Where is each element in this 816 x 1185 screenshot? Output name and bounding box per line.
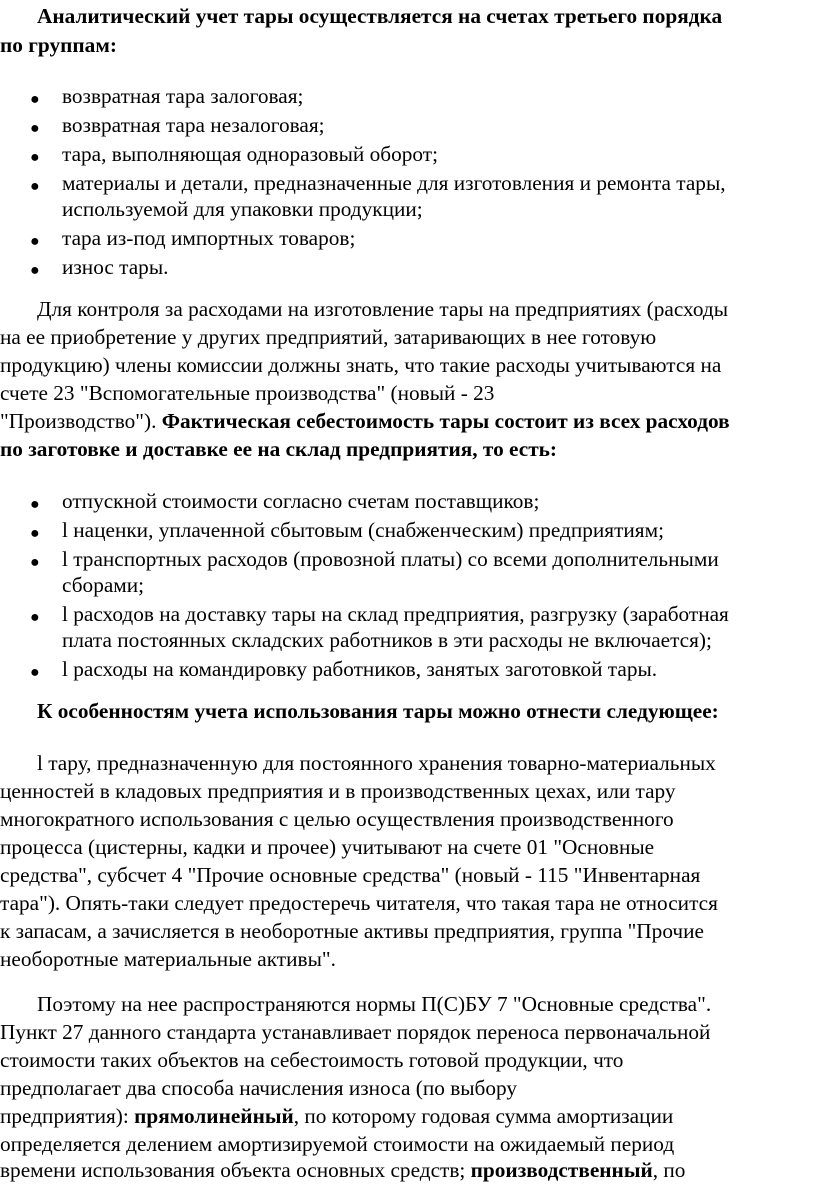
bullet-icon: ● — [30, 554, 40, 571]
list-item: тара, выполняющая одноразовый оборот; — [62, 142, 439, 166]
paragraph-line: Пункт 27 данного стандарта устанавливает порядок переноса первоначальной — [0, 1020, 711, 1044]
bullet-icon: ● — [30, 525, 40, 542]
list-item: l наценки, уплаченной сбытовым (снабженческим) предприятиям; — [62, 518, 664, 542]
list-item: возвратная тара залоговая; — [62, 84, 304, 108]
bullet-icon: ● — [30, 609, 40, 626]
paragraph-line: счете 23 "Вспомогательные производства" (новый - 23 — [0, 381, 495, 405]
bullet-icon: ● — [30, 178, 40, 195]
paragraph-line: многократного использования с целью осуществления производственного — [0, 807, 674, 831]
list-item: возвратная тара незалоговая; — [62, 113, 325, 137]
bullet-icon: ● — [30, 664, 40, 681]
list-item: l расходов на доставку тары на склад предприятия, разгрузку (заработная — [62, 602, 729, 626]
paragraph-line: по заготовке и доставке ее на склад предприятия, то есть: — [0, 437, 558, 461]
list-item: тара из-под импортных товаров; — [62, 226, 356, 250]
paragraph-line: l тару, предназначенную для постоянного хранения товарно-материальных — [37, 751, 716, 775]
paragraph-line: к запасам, а зачисляется в необоротные активы предприятия, группа "Прочие — [0, 919, 704, 943]
paragraph-line: предполагает два способа начисления износа (по выбору — [0, 1076, 518, 1100]
list-item: l транспортных расходов (провозной платы) со всеми дополнительными — [62, 547, 719, 571]
paragraph-line: тара"). Опять-таки следует предостеречь читателя, что такая тара не относится — [0, 891, 718, 915]
paragraph-line: на ее приобретение у других предприятий, затаривающих в нее готовую — [0, 325, 657, 349]
list-item-continuation: сборами; — [62, 573, 145, 597]
bullet-icon: ● — [30, 91, 40, 108]
heading-line-1: Аналитический учет тары осуществляется на счетах третьего порядка — [37, 4, 723, 28]
paragraph-line: предприятия): прямолинейный, по которому годовая сумма амортизации — [0, 1104, 674, 1128]
list-item-continuation: используемой для упаковки продукции; — [62, 197, 423, 221]
paragraph-line: продукцию) члены комиссии должны знать, что такие расходы учитываются на — [0, 353, 722, 377]
section-heading: К особенностям учета использования тары можно отнести следующее: — [37, 699, 719, 723]
paragraph-line: ценностей в кладовых предприятия и в производственных цехах, или тару — [0, 779, 676, 803]
bullet-icon: ● — [30, 149, 40, 166]
list-item: отпускной стоимости согласно счетам поставщиков; — [62, 489, 540, 513]
list-item: l расходы на командировку работников, занятых заготовкой тары. — [62, 657, 658, 681]
paragraph-line: стоимости таких объектов на себестоимость готовой продукции, что — [0, 1048, 624, 1072]
list-item-continuation: плата постоянных складских работников в эти расходы не включается); — [62, 628, 712, 652]
heading-line-2: по группам: — [0, 33, 117, 57]
list-item: износ тары. — [62, 255, 169, 279]
bullet-icon: ● — [30, 496, 40, 513]
bullet-icon: ● — [30, 233, 40, 250]
paragraph-line: средства", субсчет 4 "Прочие основные средства" (новый - 115 "Инвентарная — [0, 863, 701, 887]
paragraph-line: "Производство"). Фактическая себестоимость тары состоит из всех расходов — [0, 409, 730, 433]
list-item: материалы и детали, предназначенные для изготовления и ремонта тары, — [62, 171, 726, 195]
bullet-icon: ● — [30, 120, 40, 137]
paragraph-line: Для контроля за расходами на изготовление тары на предприятиях (расходы — [37, 297, 729, 321]
paragraph-line: необоротные материальные активы". — [0, 947, 336, 971]
paragraph-line: определяется делением амортизируемой стоимости на ожидаемый период — [0, 1132, 675, 1156]
paragraph-line: процесса (цистерны, кадки и прочее) учитывают на счете 01 "Основные — [0, 835, 655, 859]
paragraph-line: Поэтому на нее распространяются нормы П(С)БУ 7 "Основные средства". — [37, 992, 712, 1016]
bullet-icon: ● — [30, 262, 40, 279]
paragraph-line: времени использования объекта основных средств; производственный, по — [0, 1158, 686, 1182]
